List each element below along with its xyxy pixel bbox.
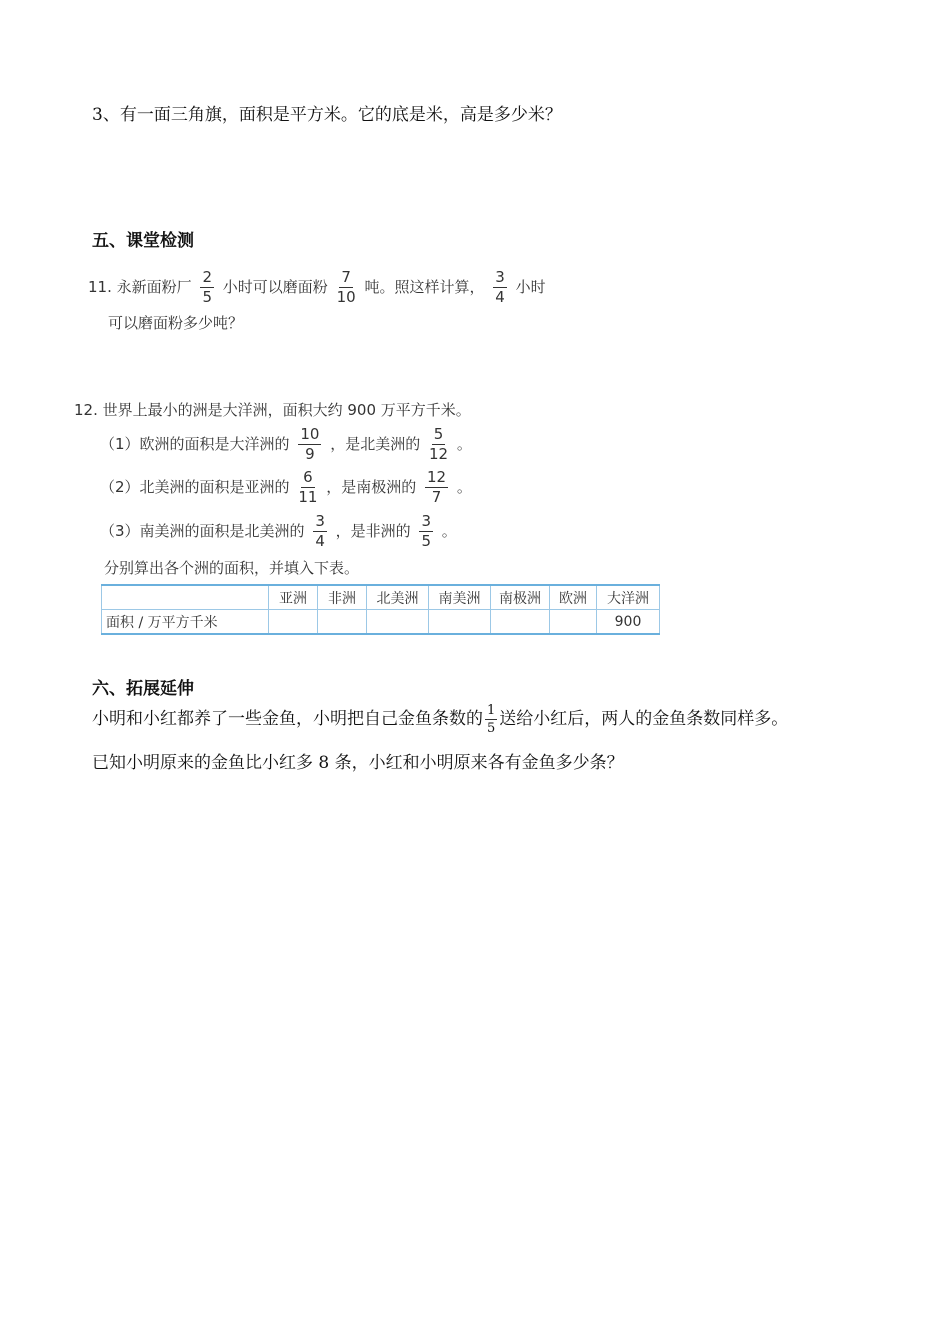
table-header-row [102, 585, 660, 610]
cell-asia[interactable] [269, 610, 318, 635]
extension-text: 送给小红后，两人的金鱼条数同样多。 [499, 709, 789, 729]
problem-12-sub2 [100, 470, 472, 505]
problem-12-sub1 [100, 427, 472, 462]
fraction: $\frac{3}{5}$ [421, 512, 431, 550]
fraction: $\frac{7}{10}$ [336, 268, 356, 306]
row-label-area: 面积 / 万平方千米 [102, 610, 269, 635]
cell-antarctica[interactable] [491, 610, 550, 635]
header-oceania: 大洋洲 [597, 585, 660, 610]
sub-text: （1）欧洲的面积是大洋洲的 [100, 435, 290, 453]
problem-11 [88, 270, 546, 305]
continent-area-table [101, 584, 660, 635]
problem-11-line2: 可以磨面粉多少吨？ [108, 314, 244, 332]
cell-south-america[interactable] [429, 610, 491, 635]
fraction: $\frac{3}{4}$ [495, 268, 505, 306]
sub-text: 。 [441, 522, 457, 540]
sub-text: ，是非洲的 [335, 522, 411, 540]
extension-text: 小明和小红都养了一些金鱼，小明把自己金鱼条数的 [92, 709, 483, 729]
fraction: $\frac{2}{5}$ [202, 268, 212, 306]
fraction: $\frac{3}{4}$ [315, 512, 325, 550]
cell-africa[interactable] [318, 610, 367, 635]
section-title-class-test: 五、课堂检测 [92, 231, 194, 251]
fraction: $\frac{12}{7}$ [427, 468, 447, 506]
extension-problem-line1 [92, 704, 788, 735]
fraction: $\frac{10}{9}$ [300, 425, 320, 463]
header-africa: 非洲 [318, 585, 367, 610]
header-europe: 欧洲 [550, 585, 597, 610]
problem-11-text: 吨。照这样计算， [364, 278, 485, 296]
fraction: $\frac{6}{11}$ [298, 468, 318, 506]
problem-12-instruction: 分别算出各个洲的面积，并填入下表。 [104, 559, 360, 577]
fraction: $\frac{5}{12}$ [429, 425, 449, 463]
table-corner-cell [102, 585, 269, 610]
header-north-america: 北美洲 [367, 585, 429, 610]
sub-text: （2）北美洲的面积是亚洲的 [100, 478, 290, 496]
question-3: 3、有一面三角旗，面积是平方米。它的底是米，高是多少米？ [92, 105, 562, 125]
sub-text: 。 [456, 478, 472, 496]
problem-12-sub3 [100, 514, 457, 549]
sub-text: ，是北美洲的 [330, 435, 421, 453]
header-south-america: 南美洲 [429, 585, 491, 610]
problem-11-text: 小时 [515, 278, 546, 296]
sub-text: ，是南极洲的 [326, 478, 417, 496]
problem-11-number: 11. [88, 278, 112, 296]
cell-north-america[interactable] [367, 610, 429, 635]
cell-europe[interactable] [550, 610, 597, 635]
problem-12-intro: 12. 世界上最小的洲是大洋洲，面积大约 900 万平方千米。 [74, 401, 471, 419]
problem-11-text: 小时可以磨面粉 [222, 278, 328, 296]
problem-11-text: 永新面粉厂 [116, 278, 192, 296]
section-title-extension: 六、拓展延伸 [92, 679, 194, 699]
cell-oceania: 900 [597, 610, 660, 635]
header-asia: 亚洲 [269, 585, 318, 610]
extension-problem-line2: 已知小明原来的金鱼比小红多 8 条，小红和小明原来各有金鱼多少条？ [92, 753, 624, 773]
header-antarctica: 南极洲 [491, 585, 550, 610]
table-row [102, 610, 660, 635]
fraction: $\frac{1}{5}$ [487, 703, 496, 736]
sub-text: 。 [456, 435, 472, 453]
sub-text: （3）南美洲的面积是北美洲的 [100, 522, 305, 540]
